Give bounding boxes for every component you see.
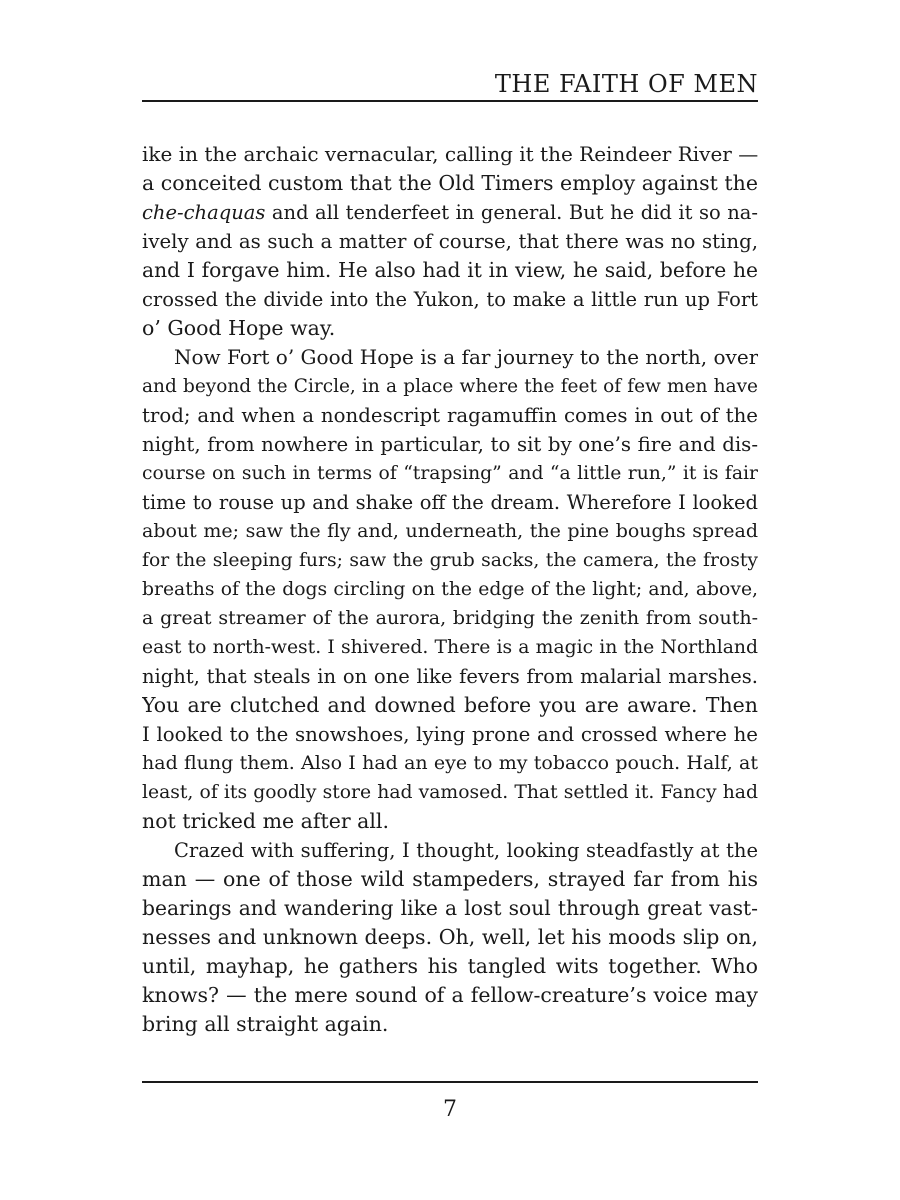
text-line: not tricked me after all.	[142, 809, 390, 833]
page-number: 7	[443, 1097, 457, 1122]
text-line: course on such in terms of “trapsing” and “a little run,” it is fair	[142, 463, 758, 484]
text-line-rest: and all tenderfeet in general. But he did it so na-	[265, 201, 758, 224]
text-line: knows? — the mere sound of a fellow-creature’s voice may	[142, 983, 758, 1007]
text-line: a great streamer of the aurora, bridging the zenith from south-	[142, 607, 758, 629]
text-line: time to rouse up and shake off the dream. Wherefore I looked	[142, 491, 758, 514]
text-line: nesses and unknown deeps. Oh, well, let his moods slip on,	[142, 925, 758, 949]
text-line: ively and as such a matter of course, that there was no sting,	[142, 230, 758, 253]
text-line: bearings and wandering like a lost soul through great vast-	[142, 896, 758, 920]
text-line: had flung them. Also I had an eye to my tobacco pouch. Half, at	[142, 752, 758, 774]
text-line: until, mayhap, he gathers his tangled wits together. Who	[142, 954, 758, 978]
text-line: about me; saw the fly and, underneath, the pine boughs spread	[142, 520, 758, 542]
body-text	[142, 140, 758, 1039]
italic-term: che-chaquas	[142, 201, 266, 224]
text-line: and I forgave him. He also had it in view, he said, before he	[142, 258, 758, 282]
text-line: night, that steals in on one like fevers from malarial marshes.	[142, 665, 758, 688]
text-line: night, from nowhere in particular, to sit by one’s fire and dis-	[142, 433, 758, 456]
text-line: trod; and when a nondescript ragamuffin comes in out of the	[142, 404, 758, 427]
text-line	[142, 198, 758, 227]
text-line: for the sleeping furs; saw the grub sacks, the camera, the frosty	[142, 550, 758, 571]
text-line: bring all straight again.	[142, 1012, 389, 1036]
text-line: You are clutched and downed before you are aware. Then	[142, 693, 758, 717]
paragraph-1	[142, 140, 758, 343]
text-line: and beyond the Circle, in a place where the feet of few men have	[142, 376, 758, 397]
text-line: I looked to the snowshoes, lying prone and crossed where he	[142, 723, 758, 746]
text-line: man — one of those wild stampeders, strayed far from his	[142, 867, 758, 891]
text-line: o’ Good Hope way.	[142, 316, 336, 340]
header-rule	[142, 100, 758, 102]
text-line: a conceited custom that the Old Timers employ against the	[142, 171, 758, 195]
text-line: Now Fort o’ Good Hope is a far journey to the north, over	[174, 345, 758, 369]
text-line: breaths of the dogs circling on the edge of the light; and, above,	[142, 579, 758, 600]
footer-rule	[142, 1081, 758, 1083]
text-line: east to north-west. I shivered. There is a magic in the Northland	[142, 637, 758, 658]
paragraph-2	[142, 343, 758, 836]
text-line: ike in the archaic vernacular, calling it the Reindeer River —	[142, 142, 758, 166]
paragraph-3	[142, 836, 758, 1039]
text-line: least, of its goodly store had vamosed. That settled it. Fancy had	[142, 782, 758, 803]
text-line: Crazed with suffering, I thought, looking steadfastly at the	[174, 839, 758, 862]
running-header: THE FAITH OF MEN	[494, 70, 758, 98]
text-line: crossed the divide into the Yukon, to make a little run up Fort	[142, 288, 758, 311]
